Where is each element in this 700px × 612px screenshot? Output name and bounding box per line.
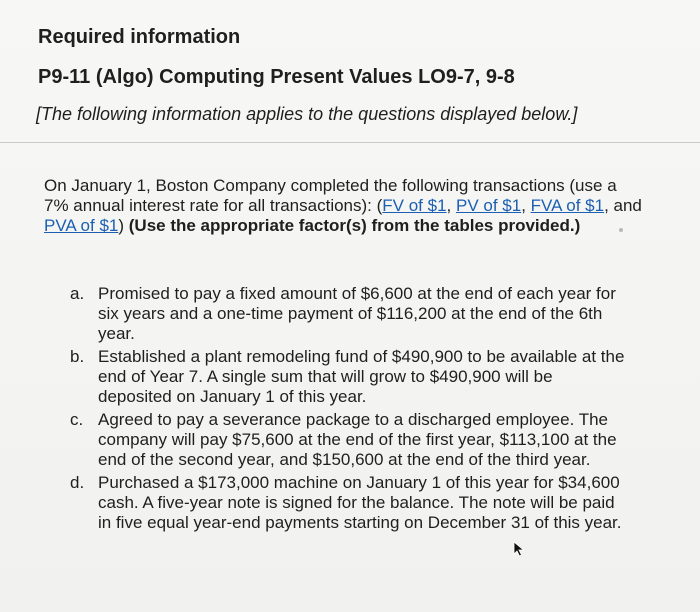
intro-separator: , and	[604, 196, 642, 215]
list-marker: d.	[70, 473, 85, 492]
scroll-indicator	[619, 228, 623, 232]
factor-instruction: (Use the appropriate factor(s) from the tables provided.)	[128, 216, 581, 235]
list-marker: c.	[70, 410, 84, 429]
list-item	[70, 410, 630, 470]
transaction-text: Agreed to pay a severance package to a discharged employee. The company will pay $75,600 at the end of the first year, $113,100 at the end of the second year, and $150,600 at the end of the third year.	[98, 410, 617, 469]
pv-of-1-link[interactable]: PV of $1	[456, 196, 522, 215]
pva-of-1-link[interactable]: PVA of $1	[44, 216, 119, 235]
problem-title: P9-11 (Algo) Computing Present Values LO9-7, 9-8	[38, 66, 515, 88]
fva-of-1-link[interactable]: FVA of $1	[530, 196, 605, 215]
list-item	[70, 473, 630, 533]
intro-separator: ,	[521, 196, 531, 215]
applies-note: [The following information applies to the questions displayed below.]	[36, 104, 578, 124]
transaction-text: Purchased a $173,000 machine on January 1 of this year for $34,600 cash. A five-year note is signed for the balance. The note will be paid in five equal year-end payments starting on December 31 of this year.	[98, 473, 622, 532]
intro-separator: ,	[446, 196, 456, 215]
list-item	[70, 284, 630, 344]
fv-of-1-link[interactable]: FV of $1	[382, 196, 447, 215]
list-marker: b.	[70, 347, 85, 366]
mouse-pointer-icon	[513, 541, 525, 557]
intro-close: )	[118, 216, 129, 235]
transaction-text: Promised to pay a fixed amount of $6,600 at the end of each year for six years and a one-time payment of $116,200 at the end of the 6th year.	[98, 284, 616, 343]
section-divider	[0, 142, 700, 143]
list-item	[70, 347, 630, 407]
required-information-heading: Required information	[38, 26, 241, 48]
transactions-list	[70, 284, 630, 536]
intro-paragraph	[44, 176, 644, 236]
intro-text: On January 1, Boston Company completed the following transactions (use a 7% annual interest rate for all transactions): (	[44, 176, 617, 215]
list-marker: a.	[70, 284, 85, 303]
transaction-text: Established a plant remodeling fund of $490,900 to be available at the end of Year 7. A single sum that will grow to $490,900 will be deposited on January 1 of this year.	[98, 347, 625, 406]
